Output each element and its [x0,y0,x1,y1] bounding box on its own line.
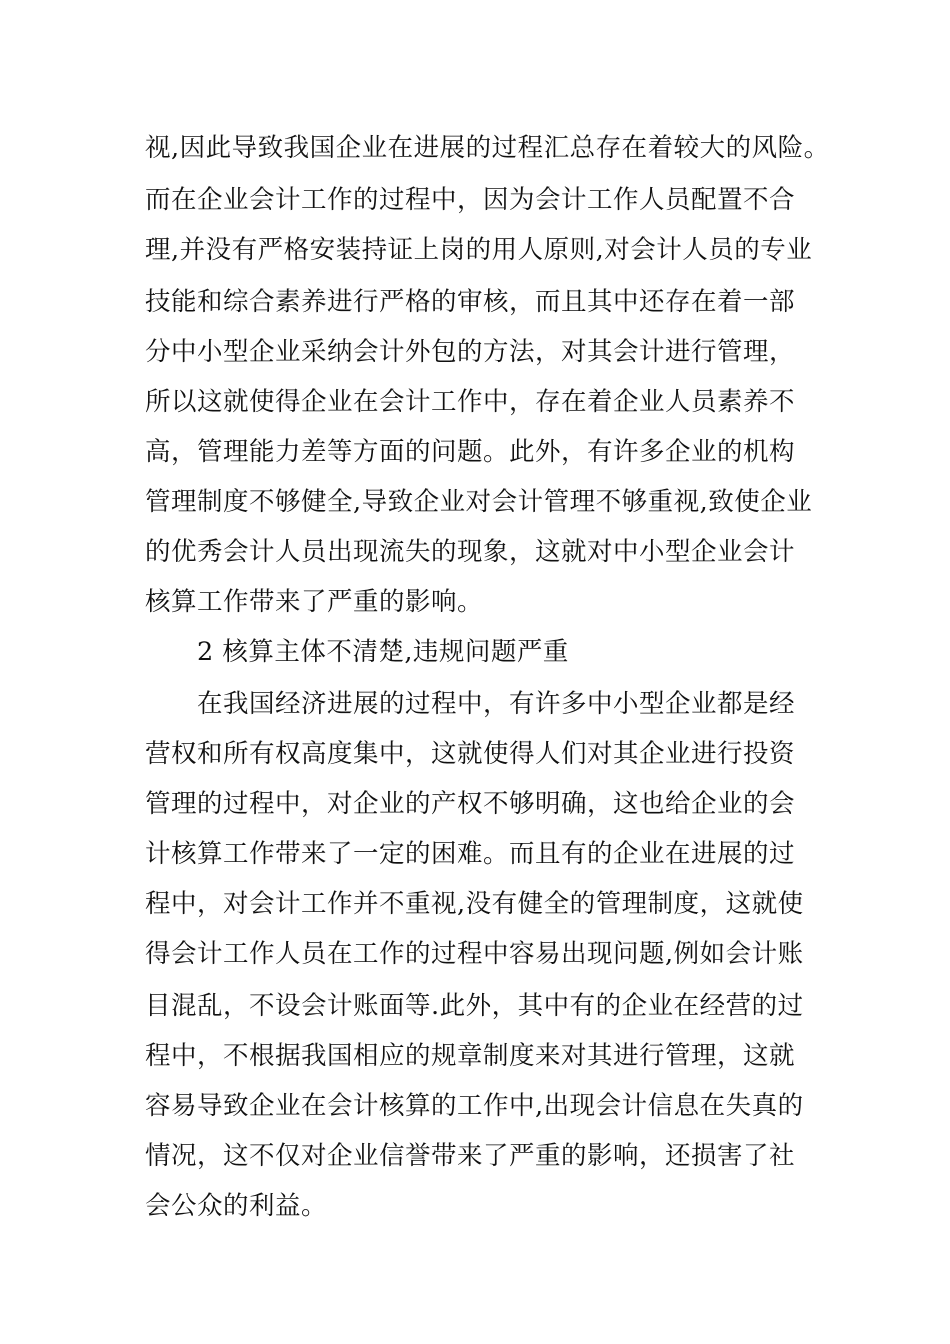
text-line: 而在企业会计工作的过程中，因为会计工作人员配置不合 [145,185,796,215]
text-line: 管理的过程中，对企业的产权不够明确，这也给企业的会 [145,789,796,819]
text-line: 技能和综合素养进行严格的审核，而且其中还存在着一部 [145,287,796,317]
text-line: 营权和所有权高度集中，这就使得人们对其企业进行投资 [145,739,796,769]
text-line: 程中，不根据我国相应的规章制度来对其进行管理，这就 [145,1041,796,1071]
text-line: 的优秀会计人员出现流失的现象，这就对中小型企业会计 [145,537,796,567]
text-line: 会公众的利益。 [145,1191,328,1221]
text-line: 高，管理能力差等方面的问题。此外，有许多企业的机构 [145,437,796,467]
text-line: 计核算工作带来了一定的困难。而且有的企业在进展的过 [145,839,796,869]
text-line: 分中小型企业采纳会计外包的方法，对其会计进行管理， [145,337,796,367]
section-heading: 2 核算主体不清楚,违规问题严重 [197,637,569,667]
text-line: 核算工作带来了严重的影响。 [145,587,484,617]
text-line: 理,并没有严格安装持证上岗的用人原则,对会计人员的专业 [145,235,813,265]
text-line: 管理制度不够健全,导致企业对会计管理不够重视,致使企业 [145,487,813,517]
text-line: 视,因此导致我国企业在进展的过程汇总存在着较大的风险。 [145,133,830,163]
text-line: 容易导致企业在会计核算的工作中,出现会计信息在失真的 [145,1091,804,1121]
text-line: 情况，这不仅对企业信誉带来了严重的影响，还损害了社 [145,1141,796,1171]
text-line: 程中，对会计工作并不重视,没有健全的管理制度，这就使 [145,889,804,919]
text-line: 目混乱，不设会计账面等.此外，其中有的企业在经营的过 [145,991,804,1021]
text-line: 所以这就使得企业在会计工作中，存在着企业人员素养不 [145,387,796,417]
text-line: 在我国经济进展的过程中，有许多中小型企业都是经 [197,689,796,719]
text-line: 得会计工作人员在工作的过程中容易出现问题,例如会计账 [145,939,804,969]
